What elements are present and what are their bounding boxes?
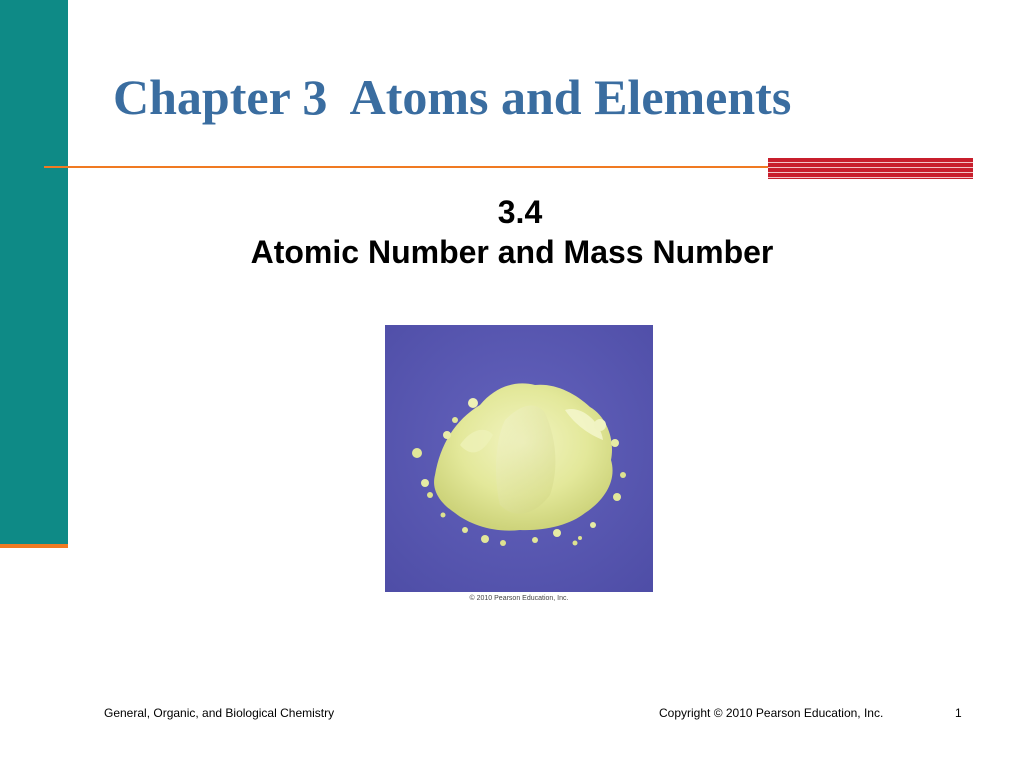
side-bar-accent-line	[0, 544, 68, 548]
section-heading	[0, 192, 1024, 272]
title-divider-block	[768, 158, 973, 179]
section-title: Atomic Number and Mass Number	[250, 234, 774, 270]
footer-copyright: Copyright © 2010 Pearson Education, Inc.	[659, 706, 884, 720]
title-divider-line	[44, 166, 770, 168]
footer-course: General, Organic, and Biological Chemistry	[104, 706, 335, 720]
photo-credit: © 2010 Pearson Education, Inc.	[469, 595, 569, 602]
sulfur-powder-image	[385, 325, 653, 592]
page-number: 1	[955, 706, 962, 720]
sulfur-photo	[385, 325, 653, 607]
side-decoration-bar	[0, 0, 68, 545]
slide-title: Chapter 3 Atoms and Elements	[113, 69, 792, 125]
section-number: 3.4	[497, 194, 543, 230]
